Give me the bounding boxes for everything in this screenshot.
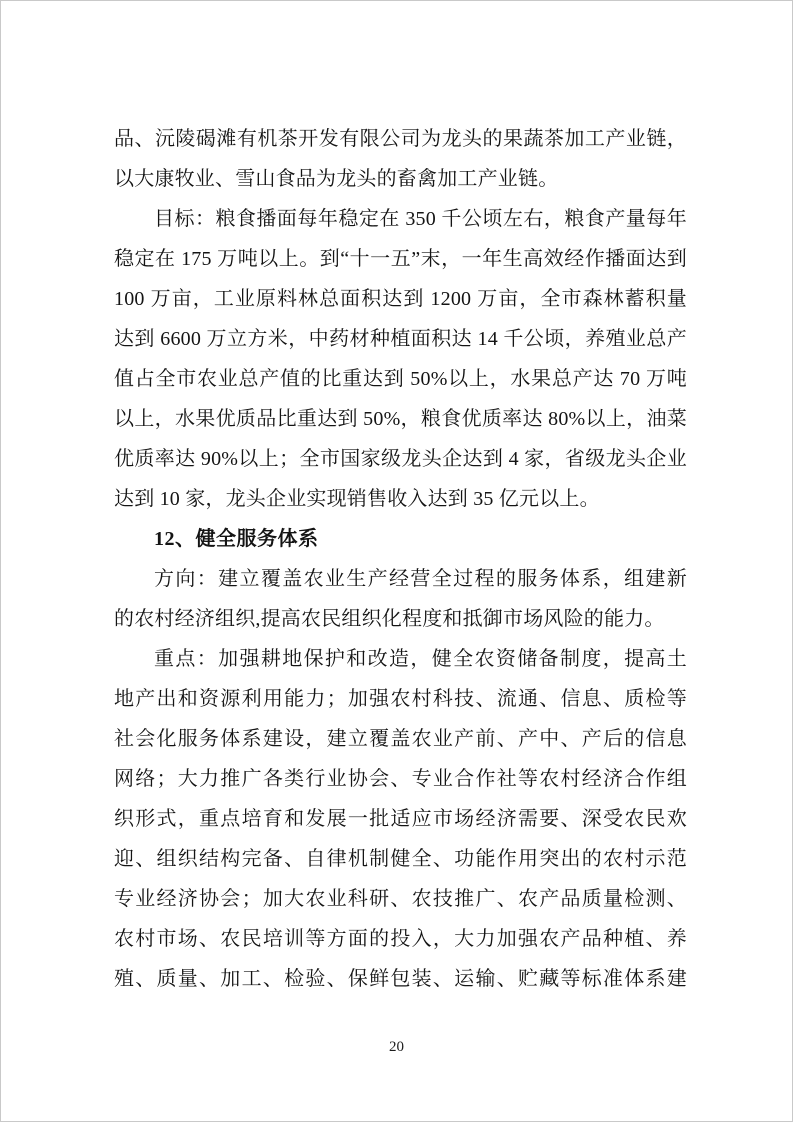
document-text-block [114, 119, 687, 999]
text-line: 地产出和资源利用能力；加强农村科技、流通、信息、质检等 [114, 688, 687, 710]
text-line: 值占全市农业总产值的比重达到 50%以上，水果总产达 70 万吨 [114, 368, 687, 390]
paragraph-key-points [114, 639, 687, 999]
text-line: 方向：建立覆盖农业生产经营全过程的服务体系，组建新 [154, 568, 687, 590]
text-line: 的农村经济组织,提高农民组织化程度和抵御市场风险的能力。 [114, 608, 665, 630]
heading-12-service-system [114, 519, 687, 559]
text-line: 网络；大力推广各类行业协会、专业合作社等农村经济合作组 [114, 768, 687, 790]
text-line: 100 万亩，工业原料林总面积达到 1200 万亩，全市森林蓄积量 [114, 288, 687, 310]
text-line: 达到 6600 万立方米，中药材种植面积达 14 千公顷，养殖业总产 [114, 328, 687, 350]
text-line: 12、健全服务体系 [154, 528, 319, 550]
page-number: 20 [389, 1039, 404, 1055]
text-line: 以上，水果优质品比重达到 50%，粮食优质率达 80%以上，油菜 [114, 408, 687, 430]
text-line: 目标：粮食播面每年稳定在 350 千公顷左右，粮食产量每年 [154, 208, 687, 230]
text-line: 社会化服务体系建设，建立覆盖农业产前、产中、产后的信息 [114, 728, 687, 750]
paragraph-continuation-processing-chains [114, 119, 687, 199]
text-line: 重点：加强耕地保护和改造，健全农资储备制度，提高土 [154, 648, 687, 670]
text-line: 专业经济协会；加大农业科研、农技推广、农产品质量检测、 [114, 888, 687, 910]
paragraph-goals [114, 199, 687, 519]
text-line: 稳定在 175 万吨以上。到“十一五”末，一年生高效经作播面达到 [114, 248, 687, 270]
paragraph-direction [114, 559, 687, 639]
text-line: 殖、质量、加工、检验、保鲜包装、运输、贮藏等标准体系建 [114, 968, 687, 990]
text-line: 织形式，重点培育和发展一批适应市场经济需要、深受农民欢 [114, 808, 687, 830]
text-line: 迎、组织结构完备、自律机制健全、功能作用突出的农村示范 [114, 848, 687, 870]
text-line: 优质率达 90%以上；全市国家级龙头企达到 4 家，省级龙头企业 [114, 448, 687, 470]
text-line: 农村市场、农民培训等方面的投入，大力加强农产品种植、养 [114, 928, 687, 950]
text-line: 达到 10 家，龙头企业实现销售收入达到 35 亿元以上。 [114, 488, 600, 510]
text-line: 以大康牧业、雪山食品为龙头的畜禽加工产业链。 [114, 168, 559, 190]
text-line: 品、沅陵碣滩有机茶开发有限公司为龙头的果蔬茶加工产业链， [114, 128, 687, 150]
